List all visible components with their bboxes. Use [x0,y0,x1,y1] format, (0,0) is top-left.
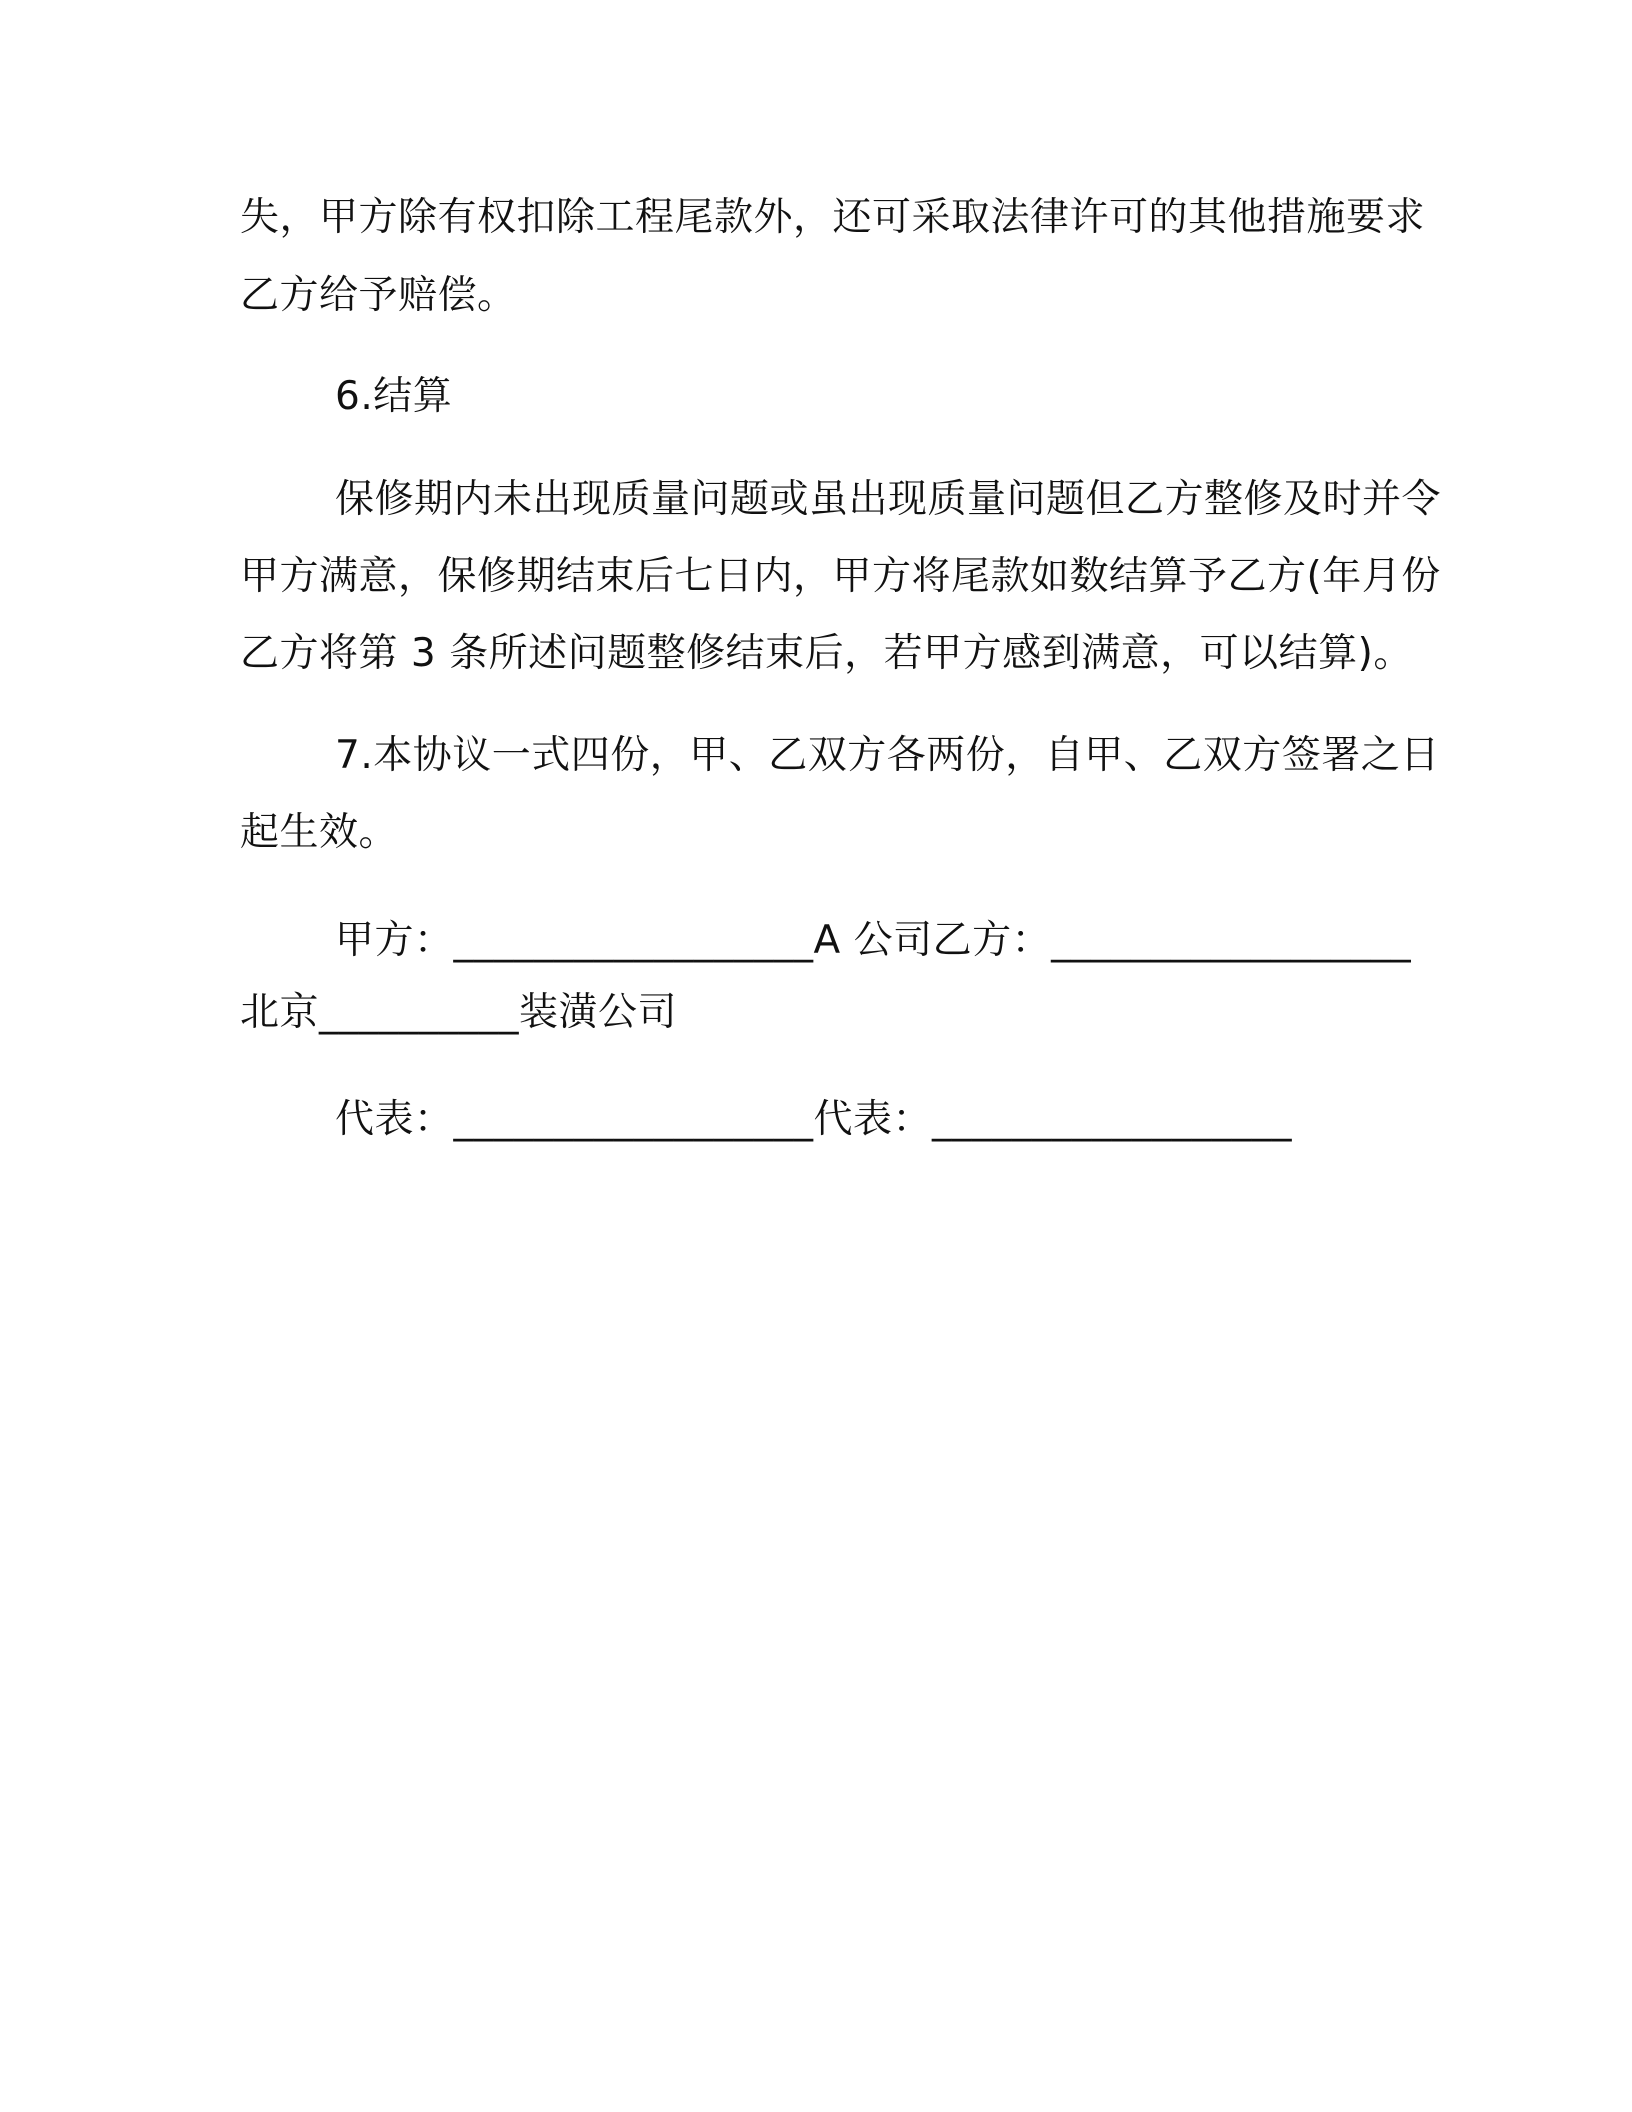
paragraph-5-line-1: 失，甲方除有权扣除工程尾款外，还可采取法律许可的其他措施要求 [240,195,1426,240]
section-6-line-1: 保修期内未出现质量问题或虽出现质量问题但乙方整修及时并令 [335,477,1442,522]
section-6-title: 6.结算 [335,374,453,419]
signature-representative-line: 代表：__________________代表：__________________ [335,1097,1293,1142]
section-7-line-2: 起生效。 [240,810,399,855]
section-7-line-1: 7.本协议一式四份，甲、乙双方各两份，自甲、乙双方签署之日 [335,733,1440,778]
paragraph-5-line-2: 乙方给予赔偿。 [240,273,517,318]
section-6-line-2: 甲方满意，保修期结束后七日内，甲方将尾款如数结算予乙方(年月份 [240,554,1441,599]
signature-party-line-1: 甲方：__________________A 公司乙方：__________________ [335,918,1412,963]
signature-party-line-2: 北京__________装潢公司 [240,990,678,1035]
section-6-line-3: 乙方将第 3 条所述问题整修结束后，若甲方感到满意，可以结算)。 [240,631,1413,676]
